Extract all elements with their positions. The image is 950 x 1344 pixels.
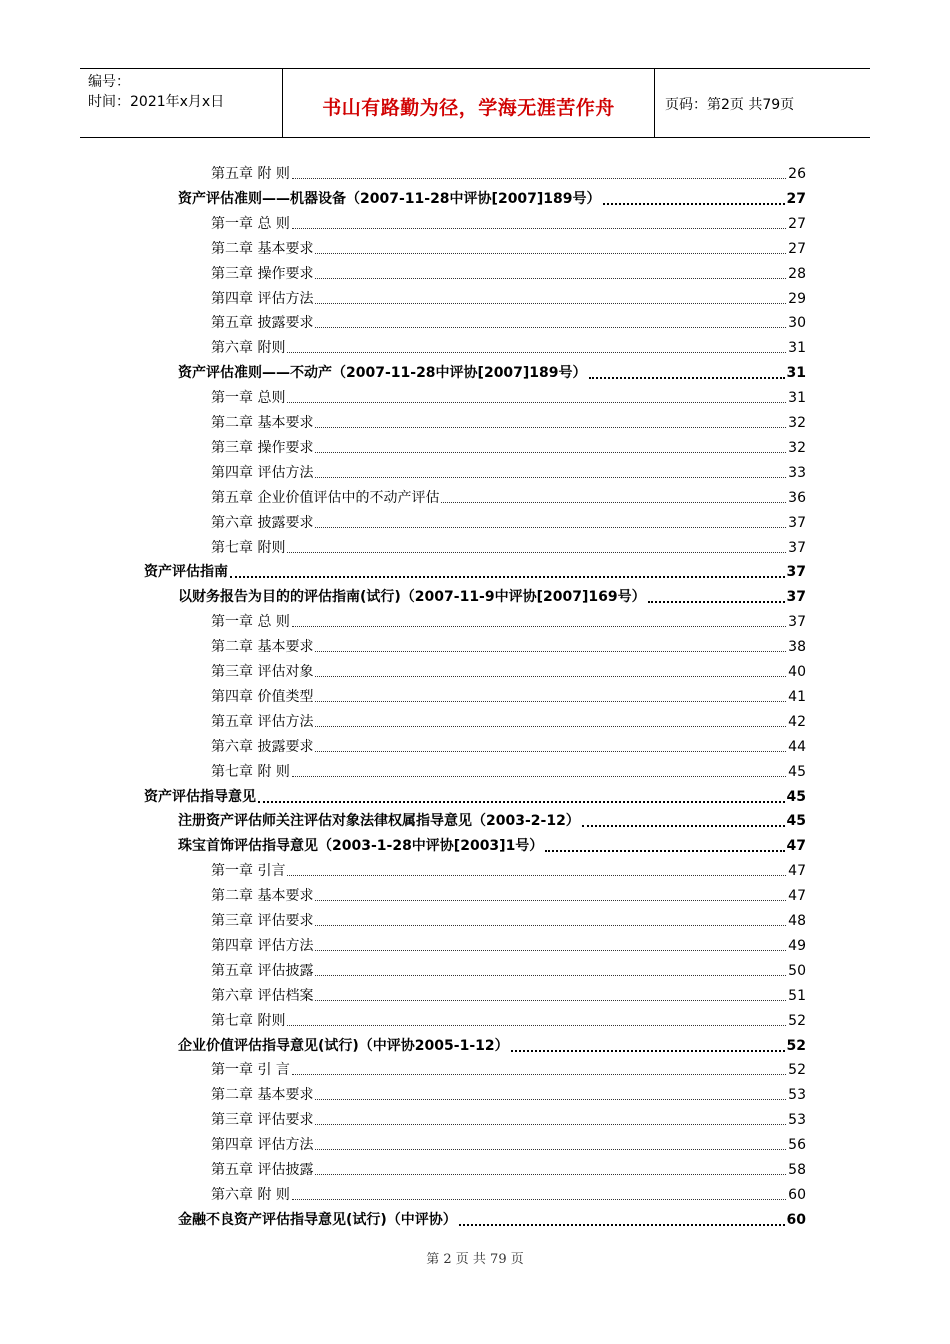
toc-entry-page: 45 [786,789,806,805]
toc-leader-dots [315,949,786,951]
toc-entry-page: 47 [788,888,806,904]
toc-entry[interactable] [211,1179,806,1204]
toc-entry-page: 52 [786,1038,806,1054]
toc-leader-dots [287,401,786,403]
toc-entry-page: 36 [788,490,806,506]
toc-entry-title: 企业价值评估指导意见(试行)（中评协2005-1-12） [178,1038,509,1054]
toc-entry-title: 第一章 总则 [211,390,286,406]
toc-entry-page: 40 [788,664,806,680]
toc-entry[interactable] [211,731,806,756]
toc-entry[interactable] [211,457,806,482]
toc-leader-dots [287,551,786,553]
toc-entry-title: 第二章 基本要求 [211,1087,314,1103]
toc-entry-title: 第五章 评估披露 [211,1162,314,1178]
toc-entry-page: 53 [788,1087,806,1103]
toc-entry-title: 第一章 引 言 [211,1062,290,1078]
toc-leader-dots [315,924,786,926]
toc-entry-title: 第四章 评估方法 [211,1137,314,1153]
toc-entry-title: 资产评估准则——不动产（2007-11-28中评协[2007]189号） [178,365,587,381]
toc-entry-page: 60 [786,1212,806,1228]
toc-entry[interactable] [211,1005,806,1030]
document-date-label: 时间：2021年x月x日 [88,94,225,110]
toc-entry[interactable] [178,805,806,830]
toc-entry-page: 31 [788,340,806,356]
toc-entry[interactable] [144,556,806,581]
toc-entry-title: 第六章 附则 [211,340,286,356]
toc-entry-title: 第一章 总 则 [211,216,290,232]
toc-entry[interactable] [211,382,806,407]
toc-entry[interactable] [211,158,806,183]
toc-leader-dots [315,899,786,901]
toc-entry-title: 第五章 披露要求 [211,315,314,331]
toc-leader-dots [292,775,786,777]
toc-entry-title: 第四章 评估方法 [211,938,314,954]
toc-entry-page: 52 [788,1062,806,1078]
toc-leader-dots [315,1123,786,1125]
toc-leader-dots [315,999,786,1001]
toc-entry-page: 32 [788,415,806,431]
toc-leader-dots [315,476,786,478]
toc-leader-dots [315,1148,786,1150]
toc-leader-dots [315,700,786,702]
toc-leader-dots [315,277,786,279]
toc-entry[interactable] [178,357,806,382]
toc-entry-title: 第一章 总 则 [211,614,290,630]
toc-entry[interactable] [211,532,806,557]
toc-entry-page: 26 [788,166,806,182]
toc-leader-dots [315,426,786,428]
toc-leader-dots [441,501,786,503]
document-number-label: 编号： [88,74,130,90]
toc-entry-title: 第四章 评估方法 [211,465,314,481]
toc-entry-title: 资产评估指导意见 [144,789,256,805]
toc-entry-page: 50 [788,963,806,979]
toc-entry[interactable] [211,1154,806,1179]
toc-entry[interactable] [211,855,806,880]
toc-leader-dots [258,799,785,803]
toc-entry-page: 45 [786,813,806,829]
toc-entry[interactable] [211,482,806,507]
toc-entry-page: 44 [788,739,806,755]
toc-entry[interactable] [211,1054,806,1079]
toc-leader-dots [582,823,785,827]
toc-leader-dots [315,451,786,453]
toc-entry-title: 第七章 附则 [211,540,286,556]
header-motto-cell [283,69,655,137]
toc-leader-dots [287,351,786,353]
toc-entry-page: 42 [788,714,806,730]
toc-leader-dots [459,1222,785,1226]
toc-entry-title: 第二章 基本要求 [211,888,314,904]
toc-entry-title: 第五章 附 则 [211,166,290,182]
toc-entry-page: 30 [788,315,806,331]
toc-leader-dots [589,375,785,379]
toc-entry-title: 第五章 评估披露 [211,963,314,979]
toc-entry-page: 37 [786,589,806,605]
toc-entry[interactable] [211,706,806,731]
header-page-cell [655,69,870,137]
toc-leader-dots [648,599,785,603]
toc-entry[interactable] [211,980,806,1005]
toc-entry-page: 27 [786,191,806,207]
toc-entry[interactable] [211,656,806,681]
toc-entry[interactable] [211,1104,806,1129]
toc-leader-dots [287,1024,786,1026]
toc-entry[interactable] [211,432,806,457]
toc-entry-title: 第七章 附则 [211,1013,286,1029]
toc-entry-title: 以财务报告为目的的评估指南(试行)（2007-11-9中评协[2007]169号） [178,589,646,605]
toc-entry[interactable] [211,307,806,332]
toc-entry-title: 第一章 引言 [211,863,286,879]
toc-entry-title: 第六章 披露要求 [211,739,314,755]
toc-entry[interactable] [211,507,806,532]
toc-entry-title: 资产评估指南 [144,564,228,580]
toc-entry-page: 27 [788,241,806,257]
toc-entry[interactable] [211,208,806,233]
toc-entry-title: 第三章 操作要求 [211,440,314,456]
toc-entry-page: 31 [788,390,806,406]
toc-entry-page: 60 [788,1187,806,1203]
toc-entry-title: 第六章 评估档案 [211,988,314,1004]
toc-entry[interactable] [211,930,806,955]
toc-entry-page: 37 [788,614,806,630]
toc-leader-dots [511,1048,785,1052]
toc-entry-page: 29 [788,291,806,307]
toc-leader-dots [292,227,786,229]
toc-leader-dots [315,675,786,677]
toc-entry[interactable] [211,681,806,706]
toc-entry-page: 47 [788,863,806,879]
toc-leader-dots [292,625,786,627]
toc-leader-dots [292,177,786,179]
toc-entry-page: 37 [788,515,806,531]
toc-leader-dots [315,326,786,328]
toc-leader-dots [315,974,786,976]
page-footer: 第 2 页 共 79 页 [426,1252,524,1267]
toc-entry[interactable] [211,332,806,357]
toc-leader-dots [287,874,786,876]
toc-entry[interactable] [144,781,806,806]
toc-entry-page: 53 [788,1112,806,1128]
toc-entry[interactable] [211,1079,806,1104]
toc-leader-dots [230,574,785,578]
toc-entry-title: 第三章 评估要求 [211,913,314,929]
toc-leader-dots [315,725,786,727]
toc-entry[interactable] [178,581,806,606]
toc-leader-dots [315,650,786,652]
toc-entry[interactable] [211,233,806,258]
toc-entry-page: 41 [788,689,806,705]
toc-entry[interactable] [211,880,806,905]
toc-entry-title: 第二章 基本要求 [211,639,314,655]
toc-entry-page: 37 [786,564,806,580]
toc-entry-title: 第三章 评估对象 [211,664,314,680]
toc-entry-page: 27 [788,216,806,232]
toc-leader-dots [315,1098,786,1100]
toc-entry[interactable] [178,830,806,855]
toc-entry-page: 33 [788,465,806,481]
toc-leader-dots [315,302,786,304]
toc-entry-title: 珠宝首饰评估指导意见（2003-1-28中评协[2003]1号） [178,838,544,854]
toc-entry-page: 48 [788,913,806,929]
toc-entry[interactable] [211,756,806,781]
toc-entry-title: 第三章 操作要求 [211,266,314,282]
toc-entry-title: 第二章 基本要求 [211,415,314,431]
toc-entry[interactable] [178,1030,806,1055]
toc-entry-title: 资产评估准则——机器设备（2007-11-28中评协[2007]189号） [178,191,601,207]
page-header [80,68,870,138]
toc-entry-page: 32 [788,440,806,456]
toc-entry-title: 第五章 评估方法 [211,714,314,730]
toc-entry-page: 56 [788,1137,806,1153]
toc-entry-title: 注册资产评估师关注评估对象法律权属指导意见（2003-2-12） [178,813,580,829]
toc-leader-dots [315,1173,786,1175]
toc-entry-title: 金融不良资产评估指导意见(试行)（中评协） [178,1212,457,1228]
toc-entry-page: 51 [788,988,806,1004]
toc-entry[interactable] [211,1129,806,1154]
toc-leader-dots [315,750,786,752]
toc-entry[interactable] [178,183,806,208]
toc-entry-page: 52 [788,1013,806,1029]
header-page-info: 页码：第2页 共79页 [665,97,795,113]
toc-entry-page: 37 [788,540,806,556]
header-motto: 书山有路勤为径，学海无涯苦作舟 [322,97,615,119]
toc-entry[interactable] [211,258,806,283]
toc-leader-dots [315,526,786,528]
toc-leader-dots [292,1198,786,1200]
toc-entry-page: 31 [786,365,806,381]
toc-leader-dots [603,201,785,205]
toc-entry[interactable] [178,1204,806,1229]
toc-entry-title: 第四章 评估方法 [211,291,314,307]
toc-entry-title: 第五章 企业价值评估中的不动产评估 [211,490,440,506]
toc-entry-page: 47 [786,838,806,854]
toc-entry-page: 45 [788,764,806,780]
toc-entry-page: 49 [788,938,806,954]
toc-entry-title: 第六章 附 则 [211,1187,290,1203]
toc-entry-title: 第三章 评估要求 [211,1112,314,1128]
toc-entry[interactable] [211,283,806,308]
toc-entry-title: 第二章 基本要求 [211,241,314,257]
toc-entry-title: 第四章 价值类型 [211,689,314,705]
toc-entry[interactable] [211,631,806,656]
toc-leader-dots [315,252,786,254]
header-meta-cell [80,69,283,137]
toc-entry-page: 28 [788,266,806,282]
toc-entry-page: 38 [788,639,806,655]
toc-entry[interactable] [211,905,806,930]
toc-entry[interactable] [211,955,806,980]
toc-entry[interactable] [211,407,806,432]
toc-leader-dots [545,848,784,852]
toc-entry-title: 第六章 披露要求 [211,515,314,531]
toc-entry-title: 第七章 附 则 [211,764,290,780]
toc-leader-dots [292,1073,786,1075]
toc-entry-page: 58 [788,1162,806,1178]
toc-entry[interactable] [211,606,806,631]
